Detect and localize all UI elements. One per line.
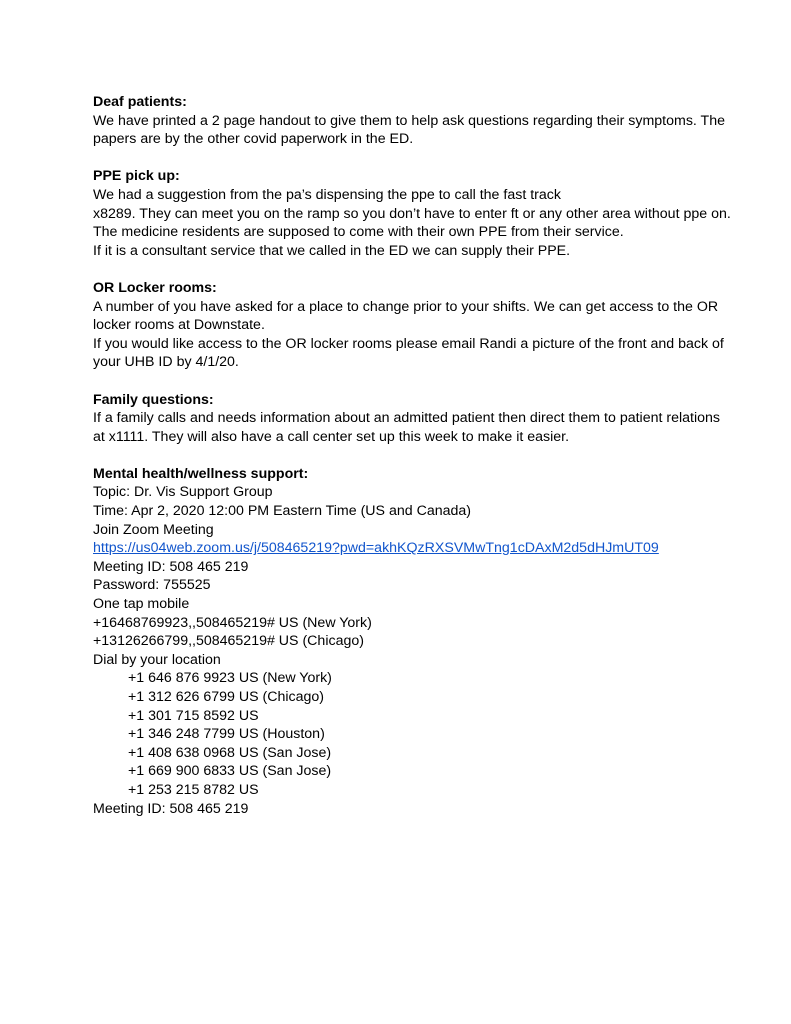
section-heading: PPE pick up: — [93, 168, 180, 185]
section-heading: Deaf patients: — [93, 94, 187, 110]
dial-number: +1 408 638 0968 US (San Jose) — [128, 744, 332, 761]
section-family-questions — [93, 391, 733, 447]
meeting-time: Time: Apr 2, 2020 12:00 PM Eastern Time (US and Canada) — [93, 503, 471, 520]
section-text: We had a suggestion from the pa’s dispensing the ppe to call the fast track — [93, 186, 561, 203]
zoom-meeting-link[interactable]: https://us04web.zoom.us/j/508465219?pwd=akhKQzRXSVMwTng1cDAxM2d5dHJmUT09 — [93, 540, 659, 557]
dial-number: +1 312 626 6799 US (Chicago) — [128, 689, 324, 705]
dial-number: +1 253 215 8782 US — [128, 781, 259, 798]
section-mental-health — [93, 465, 733, 818]
section-or-locker-rooms — [93, 279, 733, 372]
meeting-id: Meeting ID: 508 465 219 — [93, 558, 249, 575]
dial-number: +1 646 876 9923 US (New York) — [128, 670, 332, 687]
section-text: The medicine residents are supposed to come with their own PPE from their service. — [93, 224, 624, 241]
dial-label: Dial by your location — [93, 651, 221, 668]
meeting-password: Password: 755525 — [93, 577, 211, 594]
meeting-topic: Topic: Dr. Vis Support Group — [93, 484, 273, 501]
one-tap-label: One tap mobile — [93, 596, 190, 613]
section-deaf-patients — [93, 93, 733, 149]
document-page — [93, 93, 733, 837]
section-heading: OR Locker rooms: — [93, 279, 217, 296]
dial-number: +1 669 900 6833 US (San Jose) — [128, 763, 332, 780]
section-text: x8289. They can meet you on the ramp so you don’t have to enter ft or any other area without ppe on. — [93, 205, 731, 222]
meeting-id-footer: Meeting ID: 508 465 219 — [93, 800, 249, 817]
section-text: A number of you have asked for a place to change prior to your shifts. We can get access to the OR locker rooms at Downstate. — [93, 298, 719, 334]
one-tap-number: +16468769923,,508465219# US (New York) — [93, 614, 372, 631]
section-heading: Mental health/wellness support: — [93, 465, 309, 482]
section-text: If you would like access to the OR locker rooms please email Randi a picture of the front and back of your UHB ID by 4/1/20. — [93, 335, 724, 371]
section-text: If a family calls and needs information about an admitted patient then direct them to patient relations at x1111. They will also have a call center set up this week to make it easier. — [93, 410, 720, 445]
section-ppe-pickup — [93, 167, 733, 260]
join-label: Join Zoom Meeting — [93, 521, 214, 538]
one-tap-number: +13126266799,,508465219# US (Chicago) — [93, 633, 364, 650]
section-text: We have printed a 2 page handout to give them to help ask questions regarding their symptoms. The papers are by the other covid paperwork in the ED. — [93, 112, 725, 148]
section-text: If it is a consultant service that we called in the ED we can supply their PPE. — [93, 242, 571, 259]
dial-number: +1 301 715 8592 US — [128, 707, 259, 724]
section-heading: Family questions: — [93, 391, 214, 408]
dial-number: +1 346 248 7799 US (Houston) — [128, 726, 325, 743]
